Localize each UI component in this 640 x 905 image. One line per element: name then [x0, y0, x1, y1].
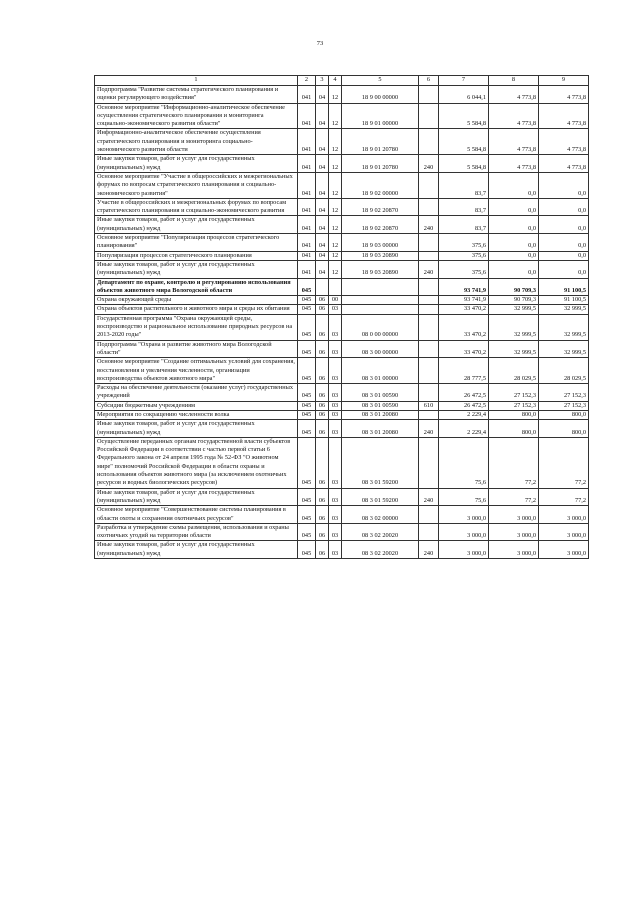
column-header: 4 [329, 76, 342, 86]
row-pr-cell: 12 [329, 129, 342, 155]
row-gr-cell: 045 [298, 488, 316, 506]
row-gr-cell: 041 [298, 234, 316, 252]
row-vr-cell [419, 278, 439, 296]
row-name-cell: Охрана объектов растительного и животного мира и среды их обитания [95, 305, 298, 314]
row-csr-cell: 08 3 01 00590 [342, 401, 419, 410]
row-gr-cell: 041 [298, 103, 316, 129]
row-csr-cell: 08 3 01 59200 [342, 437, 419, 488]
row-vr-cell [419, 523, 439, 541]
column-header: 5 [342, 76, 419, 86]
row-rz-cell: 06 [316, 488, 329, 506]
table-row [95, 305, 589, 314]
row-gr-cell: 045 [298, 340, 316, 358]
column-header: 3 [316, 76, 329, 86]
row-csr-cell: 08 0 00 00000 [342, 314, 419, 340]
row-vr-cell: 240 [419, 420, 439, 438]
row-pr-cell: 03 [329, 437, 342, 488]
row-vr-cell [419, 384, 439, 402]
row-rz-cell: 04 [316, 129, 329, 155]
row-rz-cell: 06 [316, 358, 329, 384]
row-vr-cell [419, 103, 439, 129]
row-gr-cell: 045 [298, 541, 316, 559]
row-rz-cell: 06 [316, 410, 329, 419]
row-value-col8: 0,0 [489, 216, 539, 234]
row-value-col7: 3 000,0 [439, 523, 489, 541]
row-vr-cell [419, 437, 439, 488]
table-row [95, 506, 589, 524]
row-pr-cell: 03 [329, 384, 342, 402]
row-value-col7: 2 229,4 [439, 420, 489, 438]
row-csr-cell: 18 9 03 20890 [342, 260, 419, 278]
row-vr-cell [419, 506, 439, 524]
row-value-col7: 6 044,1 [439, 86, 489, 104]
row-gr-cell: 045 [298, 305, 316, 314]
table-row [95, 251, 589, 260]
row-name-cell: Подпрограмма "Охрана и развитие животного мира Вологодской области" [95, 340, 298, 358]
row-rz-cell: 04 [316, 86, 329, 104]
row-csr-cell: 08 3 01 00000 [342, 358, 419, 384]
row-csr-cell: 08 3 02 00000 [342, 506, 419, 524]
table-row [95, 384, 589, 402]
row-value-col8: 77,2 [489, 437, 539, 488]
row-value-col9: 32 999,5 [539, 340, 589, 358]
row-pr-cell: 12 [329, 155, 342, 173]
row-name-cell: Иные закупки товаров, работ и услуг для государственных (муниципальных) нужд [95, 541, 298, 559]
row-rz-cell: 04 [316, 216, 329, 234]
row-vr-cell [419, 198, 439, 216]
row-pr-cell: 03 [329, 410, 342, 419]
row-csr-cell [342, 278, 419, 296]
table-row [95, 129, 589, 155]
row-csr-cell [342, 296, 419, 305]
row-value-col8: 800,0 [489, 410, 539, 419]
row-name-cell: Основное мероприятие "Создание оптимальных условий для сохранения, восстановления и увеличения численности, организации воспроизводства объектов животного мира" [95, 358, 298, 384]
row-value-col9: 800,0 [539, 410, 589, 419]
row-value-col7: 33 470,2 [439, 340, 489, 358]
row-value-col8: 32 999,5 [489, 340, 539, 358]
row-gr-cell: 045 [298, 401, 316, 410]
row-value-col9: 3 000,0 [539, 541, 589, 559]
row-gr-cell: 045 [298, 420, 316, 438]
table-row [95, 278, 589, 296]
row-gr-cell: 041 [298, 198, 316, 216]
row-pr-cell: 03 [329, 358, 342, 384]
row-value-col8: 27 152,3 [489, 384, 539, 402]
row-pr-cell: 12 [329, 260, 342, 278]
row-value-col7: 5 584,8 [439, 129, 489, 155]
row-pr-cell: 12 [329, 172, 342, 198]
row-pr-cell: 03 [329, 314, 342, 340]
table-row [95, 103, 589, 129]
table-row [95, 314, 589, 340]
row-value-col8: 90 709,3 [489, 278, 539, 296]
row-name-cell: Информационно-аналитическое обеспечение осуществления стратегического планирования и мониторинга социально-экономического развития области [95, 129, 298, 155]
row-vr-cell: 610 [419, 401, 439, 410]
table-row [95, 541, 589, 559]
row-rz-cell: 06 [316, 340, 329, 358]
row-value-col8: 4 773,8 [489, 103, 539, 129]
row-csr-cell: 18 9 00 00000 [342, 86, 419, 104]
row-value-col8: 4 773,8 [489, 129, 539, 155]
table-row [95, 420, 589, 438]
column-header: 2 [298, 76, 316, 86]
row-vr-cell [419, 305, 439, 314]
row-vr-cell [419, 234, 439, 252]
row-gr-cell: 045 [298, 410, 316, 419]
row-rz-cell: 06 [316, 296, 329, 305]
row-vr-cell [419, 358, 439, 384]
table-row [95, 234, 589, 252]
row-gr-cell: 045 [298, 384, 316, 402]
table-row [95, 358, 589, 384]
row-vr-cell [419, 314, 439, 340]
column-header: 7 [439, 76, 489, 86]
row-value-col7: 75,6 [439, 437, 489, 488]
row-vr-cell: 240 [419, 488, 439, 506]
row-value-col9: 0,0 [539, 251, 589, 260]
row-rz-cell: 06 [316, 523, 329, 541]
row-name-cell: Расходы на обеспечение деятельности (оказание услуг) государственных учреждений [95, 384, 298, 402]
row-gr-cell: 045 [298, 296, 316, 305]
row-rz-cell: 06 [316, 437, 329, 488]
row-value-col7: 33 470,2 [439, 305, 489, 314]
row-value-col7: 3 000,0 [439, 541, 489, 559]
row-value-col8: 32 999,5 [489, 305, 539, 314]
row-value-col9: 4 773,8 [539, 155, 589, 173]
row-vr-cell: 240 [419, 155, 439, 173]
row-pr-cell: 12 [329, 86, 342, 104]
row-name-cell: Иные закупки товаров, работ и услуг для государственных (муниципальных) нужд [95, 155, 298, 173]
row-gr-cell: 041 [298, 129, 316, 155]
row-value-col9: 4 773,8 [539, 129, 589, 155]
row-name-cell: Основное мероприятие "Популяризация процессов стратегического планирования" [95, 234, 298, 252]
row-value-col9: 4 773,8 [539, 103, 589, 129]
row-value-col7: 83,7 [439, 198, 489, 216]
row-csr-cell: 18 9 01 20780 [342, 155, 419, 173]
row-rz-cell: 06 [316, 305, 329, 314]
table-row [95, 155, 589, 173]
row-value-col9: 77,2 [539, 437, 589, 488]
row-gr-cell: 045 [298, 523, 316, 541]
row-name-cell: Участие в общероссийских и межрегиональных форумах по вопросам стратегического планирования и социально-экономического развития [95, 198, 298, 216]
row-value-col8: 0,0 [489, 234, 539, 252]
table-body [95, 76, 589, 559]
row-value-col7: 83,7 [439, 172, 489, 198]
table-row [95, 488, 589, 506]
row-name-cell: Разработка и утверждение схемы размещения, использования и охраны охотничьих угодий на территории области [95, 523, 298, 541]
row-value-col9: 800,0 [539, 420, 589, 438]
row-value-col9: 0,0 [539, 216, 589, 234]
row-name-cell: Мероприятия по сокращению численности волка [95, 410, 298, 419]
row-vr-cell: 240 [419, 260, 439, 278]
row-pr-cell: 03 [329, 506, 342, 524]
row-gr-cell: 045 [298, 314, 316, 340]
row-name-cell: Государственная программа "Охрана окружающей среды, воспроизводство и рациональное использование природных ресурсов на 2013-2020 годы" [95, 314, 298, 340]
row-vr-cell [419, 86, 439, 104]
row-value-col7: 2 229,4 [439, 410, 489, 419]
row-gr-cell: 041 [298, 216, 316, 234]
row-value-col9: 0,0 [539, 260, 589, 278]
row-name-cell: Подпрограмма "Развитие системы стратегического планирования и оценки регулирующего воздействия" [95, 86, 298, 104]
table-row [95, 172, 589, 198]
table-row [95, 296, 589, 305]
row-name-cell: Основное мероприятие "Участие в общероссийских и межрегиональных форумах по вопросам стратегического планирования и социально-экономического развития" [95, 172, 298, 198]
row-csr-cell: 18 9 02 20870 [342, 198, 419, 216]
row-csr-cell: 08 3 01 20080 [342, 420, 419, 438]
row-vr-cell [419, 296, 439, 305]
row-name-cell: Основное мероприятие "Информационно-аналитическое обеспечение осуществления стратегического планирования и мониторинга социально-экономического развития области" [95, 103, 298, 129]
row-pr-cell: 12 [329, 103, 342, 129]
row-vr-cell: 240 [419, 541, 439, 559]
row-pr-cell: 03 [329, 401, 342, 410]
row-value-col7: 5 584,8 [439, 103, 489, 129]
column-header: 8 [489, 76, 539, 86]
row-value-col7: 375,6 [439, 234, 489, 252]
row-csr-cell [342, 305, 419, 314]
row-value-col7: 26 472,5 [439, 401, 489, 410]
row-gr-cell: 045 [298, 506, 316, 524]
row-pr-cell: 03 [329, 488, 342, 506]
table-row [95, 437, 589, 488]
table-row [95, 86, 589, 104]
row-value-col8: 32 999,5 [489, 314, 539, 340]
row-csr-cell: 08 3 00 00000 [342, 340, 419, 358]
row-value-col8: 3 000,0 [489, 506, 539, 524]
row-pr-cell: 03 [329, 340, 342, 358]
row-pr-cell: 12 [329, 216, 342, 234]
row-pr-cell: 12 [329, 251, 342, 260]
row-name-cell: Департамент по охране, контролю и регулированию использования объектов животного мира Вологодской области [95, 278, 298, 296]
row-pr-cell: 03 [329, 420, 342, 438]
row-gr-cell: 041 [298, 86, 316, 104]
row-name-cell: Основное мероприятие "Совершенствование системы планирования в области охоты и сохранения охотничьих ресурсов" [95, 506, 298, 524]
row-value-col9: 91 100,5 [539, 296, 589, 305]
row-rz-cell: 04 [316, 198, 329, 216]
row-value-col9: 32 999,5 [539, 314, 589, 340]
column-header: 1 [95, 76, 298, 86]
row-pr-cell: 00 [329, 296, 342, 305]
row-gr-cell: 041 [298, 155, 316, 173]
row-value-col8: 28 029,5 [489, 358, 539, 384]
row-name-cell: Иные закупки товаров, работ и услуг для государственных (муниципальных) нужд [95, 420, 298, 438]
row-value-col7: 83,7 [439, 216, 489, 234]
row-csr-cell: 08 3 01 59200 [342, 488, 419, 506]
row-value-col7: 75,6 [439, 488, 489, 506]
row-vr-cell [419, 172, 439, 198]
row-rz-cell: 04 [316, 172, 329, 198]
row-rz-cell [316, 278, 329, 296]
row-vr-cell [419, 129, 439, 155]
table-row [95, 410, 589, 419]
row-csr-cell: 18 9 01 00000 [342, 103, 419, 129]
row-vr-cell [419, 340, 439, 358]
row-value-col7: 26 472,5 [439, 384, 489, 402]
row-gr-cell: 041 [298, 260, 316, 278]
row-value-col8: 27 152,3 [489, 401, 539, 410]
row-value-col8: 0,0 [489, 198, 539, 216]
row-rz-cell: 04 [316, 234, 329, 252]
row-rz-cell: 06 [316, 420, 329, 438]
row-value-col8: 3 000,0 [489, 541, 539, 559]
row-rz-cell: 06 [316, 314, 329, 340]
row-value-col9: 0,0 [539, 198, 589, 216]
row-vr-cell [419, 410, 439, 419]
table-row [95, 523, 589, 541]
row-rz-cell: 06 [316, 401, 329, 410]
row-pr-cell: 03 [329, 523, 342, 541]
row-name-cell: Иные закупки товаров, работ и услуг для государственных (муниципальных) нужд [95, 488, 298, 506]
row-value-col7: 3 000,0 [439, 506, 489, 524]
row-vr-cell: 240 [419, 216, 439, 234]
row-value-col8: 4 773,8 [489, 155, 539, 173]
row-gr-cell: 045 [298, 278, 316, 296]
row-rz-cell: 04 [316, 103, 329, 129]
row-value-col7: 93 741,9 [439, 296, 489, 305]
row-csr-cell: 08 3 02 20020 [342, 541, 419, 559]
row-value-col9: 0,0 [539, 172, 589, 198]
row-value-col7: 28 777,5 [439, 358, 489, 384]
row-value-col8: 0,0 [489, 251, 539, 260]
row-gr-cell: 045 [298, 358, 316, 384]
row-value-col9: 3 000,0 [539, 506, 589, 524]
row-rz-cell: 06 [316, 384, 329, 402]
row-pr-cell: 03 [329, 541, 342, 559]
row-value-col7: 375,6 [439, 260, 489, 278]
row-name-cell: Осуществление переданных органам государственной власти субъектов Российской Федерации в соответствии с частью первой статьи 6 Федерального закона от 24 апреля 1995 года № 52-ФЗ "О животном мире" полномочий Российской Федерации в области охраны и использования объектов животного мира (за исключением охотничьих ресурсов и водных биологических ресурсов) [95, 437, 298, 488]
row-value-col9: 32 999,5 [539, 305, 589, 314]
row-value-col9: 27 152,3 [539, 401, 589, 410]
column-header: 6 [419, 76, 439, 86]
row-csr-cell: 18 9 02 00000 [342, 172, 419, 198]
row-value-col8: 4 773,8 [489, 86, 539, 104]
table-row [95, 260, 589, 278]
row-name-cell: Иные закупки товаров, работ и услуг для государственных (муниципальных) нужд [95, 216, 298, 234]
page-number: 73 [316, 40, 324, 47]
row-value-col8: 90 709,3 [489, 296, 539, 305]
row-gr-cell: 045 [298, 437, 316, 488]
row-rz-cell: 06 [316, 506, 329, 524]
row-value-col9: 3 000,0 [539, 523, 589, 541]
row-pr-cell: 12 [329, 234, 342, 252]
row-rz-cell: 04 [316, 260, 329, 278]
row-name-cell: Иные закупки товаров, работ и услуг для государственных (муниципальных) нужд [95, 260, 298, 278]
row-value-col8: 77,2 [489, 488, 539, 506]
row-value-col9: 28 029,5 [539, 358, 589, 384]
row-csr-cell: 08 3 01 00590 [342, 384, 419, 402]
row-value-col9: 27 152,3 [539, 384, 589, 402]
row-value-col9: 4 773,8 [539, 86, 589, 104]
row-rz-cell: 06 [316, 541, 329, 559]
row-value-col9: 0,0 [539, 234, 589, 252]
row-csr-cell: 18 9 01 20780 [342, 129, 419, 155]
row-pr-cell: 03 [329, 305, 342, 314]
row-pr-cell: 12 [329, 198, 342, 216]
row-csr-cell: 18 9 02 20870 [342, 216, 419, 234]
row-csr-cell: 18 9 03 00000 [342, 234, 419, 252]
row-value-col7: 33 470,2 [439, 314, 489, 340]
row-vr-cell [419, 251, 439, 260]
column-header: 9 [539, 76, 589, 86]
row-value-col7: 375,6 [439, 251, 489, 260]
row-value-col8: 3 000,0 [489, 523, 539, 541]
row-csr-cell: 18 9 03 20890 [342, 251, 419, 260]
table-header-row [95, 76, 589, 86]
row-value-col8: 0,0 [489, 172, 539, 198]
row-value-col8: 800,0 [489, 420, 539, 438]
row-value-col7: 5 584,8 [439, 155, 489, 173]
row-csr-cell: 08 3 01 20080 [342, 410, 419, 419]
row-name-cell: Охрана окружающей среды [95, 296, 298, 305]
budget-table [94, 75, 589, 559]
row-pr-cell [329, 278, 342, 296]
row-rz-cell: 04 [316, 251, 329, 260]
row-value-col9: 91 100,5 [539, 278, 589, 296]
row-gr-cell: 041 [298, 172, 316, 198]
row-name-cell: Субсидии бюджетным учреждениям [95, 401, 298, 410]
table-row [95, 401, 589, 410]
row-gr-cell: 041 [298, 251, 316, 260]
table-row [95, 216, 589, 234]
row-rz-cell: 04 [316, 155, 329, 173]
table-row [95, 340, 589, 358]
row-value-col7: 93 741,9 [439, 278, 489, 296]
row-value-col8: 0,0 [489, 260, 539, 278]
row-value-col9: 77,2 [539, 488, 589, 506]
row-name-cell: Популяризация процессов стратегического планирования [95, 251, 298, 260]
row-csr-cell: 08 3 02 20020 [342, 523, 419, 541]
table-row [95, 198, 589, 216]
